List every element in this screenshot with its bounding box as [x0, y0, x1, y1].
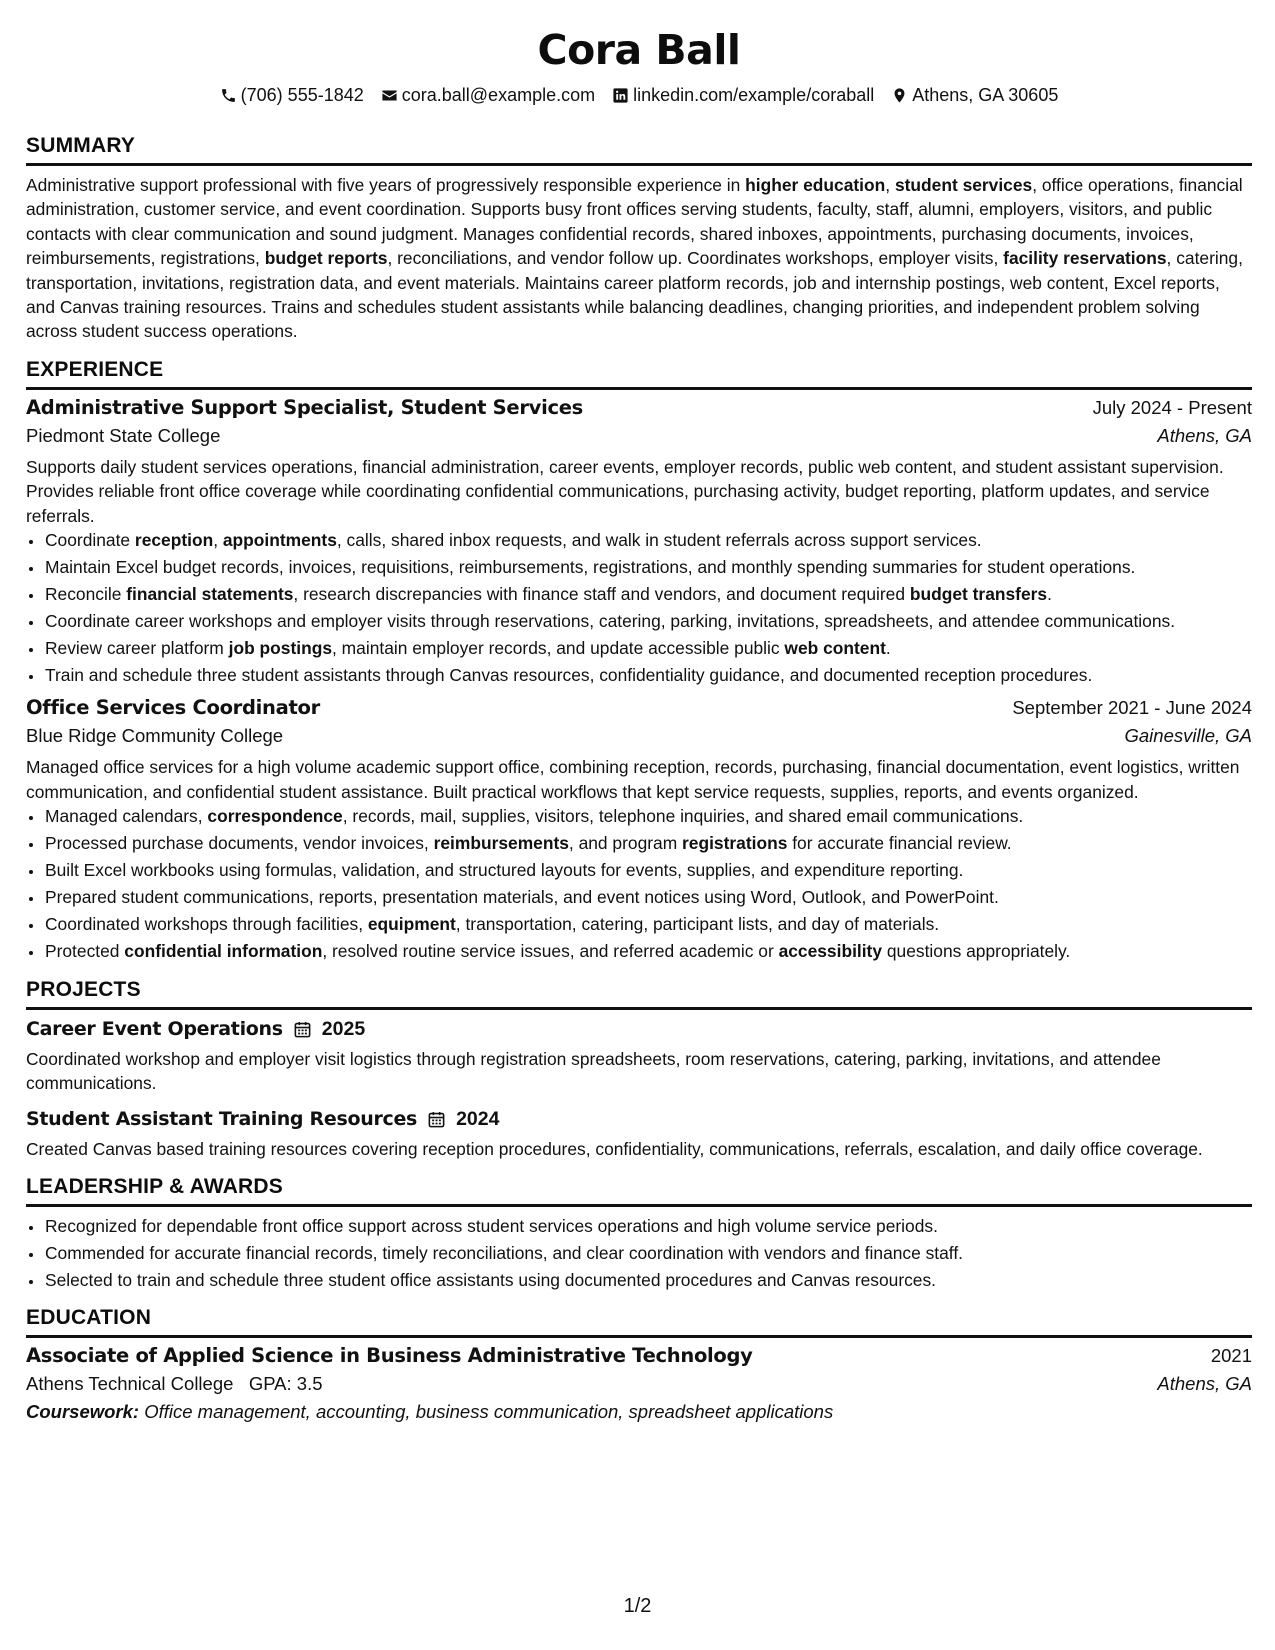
emphasis-text: accessibility: [778, 941, 883, 962]
resume-page: [26, 0, 1252, 1423]
list-item: [44, 528, 1252, 552]
emphasis-text: financial statements: [126, 584, 294, 605]
project-header: [26, 1018, 1252, 1041]
text-run: ,: [885, 175, 895, 195]
emphasis-text: reimbursements: [433, 833, 569, 854]
text-run: Coordinated workshops through facilities,: [45, 914, 368, 935]
summary-text: [26, 173, 1252, 344]
leadership-section: [26, 1174, 1252, 1292]
list-item: • Selected to train and schedule three student office assistants using documented procedures and Canvas resources.: [44, 1268, 1252, 1292]
emphasis-text: appointments: [222, 530, 337, 551]
text-run: .: [885, 638, 891, 659]
text-run: Protected: [45, 941, 125, 962]
text-run: Built Excel workbooks using formulas, validation, and structured layouts for events, supplies, and expenditure reporting.: [45, 860, 964, 881]
list-item: [44, 831, 1252, 855]
list-item: [44, 885, 1252, 909]
text-run: Coordinate: [45, 530, 135, 551]
list-item: [44, 582, 1252, 606]
job-bullets: [26, 804, 1252, 963]
text-run: Administrative support professional with five years of progressively responsible experience in: [26, 175, 746, 195]
job-entry: [26, 696, 1252, 963]
leadership-bullets: [26, 1214, 1252, 1292]
linkedin-link[interactable]: linkedin.com/example/coraball: [633, 85, 875, 105]
project-year: 2025: [321, 1017, 366, 1040]
section-title-education: EDUCATION: [26, 1305, 1252, 1338]
job-subheader: [26, 425, 1252, 447]
list-item: [44, 804, 1252, 828]
school-location: Athens, GA: [1157, 1373, 1252, 1395]
emphasis-text: confidential information: [124, 941, 323, 962]
envelope-icon: [381, 87, 398, 104]
education-subheader: [26, 1373, 1252, 1395]
emphasis-text: student services: [894, 175, 1033, 195]
school-line: [26, 1373, 323, 1395]
text-run: Train and schedule three student assistants through Canvas resources, confidentiality guidance, and documented reception procedures.: [45, 665, 1093, 686]
gpa: GPA: 3.5: [248, 1373, 323, 1395]
list-item: • Commended for accurate financial records, timely reconciliations, and clear coordination with vendors and finance staff.: [44, 1241, 1252, 1265]
calendar-icon: [427, 1110, 446, 1129]
coursework: [26, 1401, 1252, 1423]
job-title: Administrative Support Specialist, Student Services: [26, 395, 583, 419]
job-description: Managed office services for a high volume academic support office, combining reception, records, purchasing, financial documentation, event logistics, written communication, and confidential student assistance. Built practical workflows that kept service requests, supplies, reports, and events organized.: [26, 757, 1240, 802]
emphasis-text: registrations: [682, 833, 788, 854]
section-title-experience: EXPERIENCE: [26, 357, 1252, 390]
location-text: Athens, GA 30605: [912, 85, 1059, 105]
calendar-icon: [293, 1020, 312, 1039]
project-header: [26, 1108, 1252, 1131]
text-run: Coordinate career workshops and employer visits through reservations, catering, parking, invitations, spreadsheets, and attendee communications.: [45, 611, 1176, 632]
email-link[interactable]: cora.ball@example.com: [401, 85, 596, 105]
text-run: , research discrepancies with finance staff and vendors, and document required: [293, 584, 910, 605]
list-item: [44, 636, 1252, 660]
text-run: questions appropriately.: [882, 941, 1071, 962]
job-organization: Piedmont State College: [26, 424, 221, 446]
project-title: Career Event Operations: [26, 1018, 283, 1041]
text-run: , calls, shared inbox requests, and walk in student referrals across support services.: [336, 530, 982, 551]
text-run: , office operations, financial administration, customer service, and event coordination. Supports busy front offices serving students, faculty, staff, alumni, employers, visitors, and public contacts with clear communication and sound judgment. Manages confidential records, shared inboxes, appointments, purchasing documents, invoices, reimbursements, registrations,: [26, 175, 1243, 269]
project-year: 2024: [456, 1107, 500, 1130]
job-location: Athens, GA: [1157, 424, 1252, 446]
phone-icon: [220, 87, 237, 104]
job-subheader: [26, 725, 1252, 747]
text-run: for accurate financial review.: [787, 833, 1012, 854]
project-title: Student Assistant Training Resources: [26, 1108, 418, 1130]
text-run: , maintain employer records, and update accessible public: [332, 638, 785, 659]
phone-text: (706) 555-1842: [240, 85, 364, 105]
candidate-name: Cora Ball: [537, 26, 741, 74]
contact-linkedin[interactable]: [612, 84, 874, 106]
emphasis-text: facility reservations: [1003, 248, 1167, 269]
contact-email[interactable]: [381, 84, 595, 106]
page-number: 1/2: [623, 1595, 652, 1617]
list-item: [44, 912, 1252, 936]
text-run: Managed calendars,: [45, 806, 208, 827]
emphasis-text: correspondence: [207, 806, 343, 827]
emphasis-text: higher education: [745, 175, 886, 195]
job-dates: July 2024 - Present: [1092, 396, 1252, 418]
contact-phone: [220, 84, 364, 106]
text-run: , reconciliations, and vendor follow up. Coordinates workshops, employer visits,: [387, 248, 1004, 269]
emphasis-text: web content: [784, 638, 886, 659]
summary-section: [26, 133, 1252, 344]
section-title-summary: SUMMARY: [26, 133, 1252, 166]
job-header: [26, 396, 1252, 419]
project-entry: [26, 1108, 1252, 1161]
project-description: Coordinated workshop and employer visit logistics through registration spreadsheets, room reservations, catering, parking, invitations, and attendee communications.: [26, 1048, 1161, 1094]
section-title-projects: PROJECTS: [26, 977, 1252, 1010]
emphasis-text: equipment: [367, 914, 456, 935]
list-item: [44, 858, 1252, 882]
emphasis-text: budget reports: [264, 248, 388, 269]
section-title-leadership: LEADERSHIP & AWARDS: [26, 1174, 1252, 1207]
text-run: , catering, transportation, invitations, registration data, and event materials. Maintains career platform records, job and internship postings, web content, Excel reports, and Canvas training resources. Trains and schedules student assistants while balancing deadlines, changing priorities, and independent problem solving across student success operations.: [26, 248, 1243, 342]
project-description: Created Canvas based training resources covering reception procedures, confidentiality, communications, referrals, escalation, and daily office coverage.: [26, 1138, 1203, 1159]
linkedin-icon: [612, 87, 629, 104]
school-name: Athens Technical College: [26, 1373, 234, 1395]
list-item: [44, 609, 1252, 633]
contact-bar: [26, 84, 1252, 106]
degree-title: Associate of Applied Science in Business Administrative Technology: [26, 1344, 753, 1368]
text-run: , resolved routine service issues, and referred academic or: [322, 941, 779, 962]
projects-section: [26, 977, 1252, 1161]
education-section: [26, 1305, 1252, 1423]
job-title: Office Services Coordinator: [26, 696, 320, 720]
text-run: , and program: [568, 833, 683, 854]
text-run: Prepared student communications, reports, presentation materials, and event notices using Word, Outlook, and PowerPoint.: [45, 887, 999, 908]
job-organization: Blue Ridge Community College: [26, 725, 284, 747]
job-description: Supports daily student services operations, financial administration, career events, employer records, public web content, and student assistant supervision. Provides reliable front office coverage while coordinating confidential communications, purchasing activity, budget reporting, platform updates, and service referrals.: [26, 456, 1224, 526]
map-pin-icon: [891, 87, 908, 104]
coursework-text: Office management, accounting, business communication, spreadsheet applications: [144, 1401, 834, 1423]
job-bullets: [26, 528, 1252, 687]
emphasis-text: reception: [134, 530, 214, 551]
text-run: Review career platform: [45, 638, 229, 659]
text-run: , records, mail, supplies, visitors, telephone inquiries, and shared email communications.: [342, 806, 1024, 827]
list-item: [44, 663, 1252, 687]
text-run: Processed purchase documents, vendor invoices,: [45, 833, 434, 854]
emphasis-text: job postings: [228, 638, 333, 659]
text-run: .: [1047, 584, 1052, 605]
emphasis-text: budget transfers: [909, 584, 1048, 605]
graduation-year: 2021: [1210, 1345, 1252, 1367]
job-entry: [26, 396, 1252, 688]
job-dates: September 2021 - June 2024: [1012, 697, 1252, 719]
job-header: [26, 696, 1252, 719]
job-location: Gainesville, GA: [1124, 725, 1252, 747]
text-run: Reconcile: [45, 584, 127, 605]
coursework-label: Coursework:: [26, 1401, 140, 1423]
list-item: [44, 939, 1252, 963]
education-header: [26, 1344, 1252, 1367]
text-run: Maintain Excel budget records, invoices, requisitions, reimbursements, registrations, and monthly spending summaries for student operations.: [45, 557, 1136, 578]
project-entry: [26, 1018, 1252, 1096]
text-run: , transportation, catering, participant lists, and day of materials.: [455, 914, 940, 935]
text-run: ,: [213, 530, 223, 551]
list-item: • Recognized for dependable front office support across student services operations and high volume service periods.: [44, 1214, 1252, 1238]
experience-section: [26, 357, 1252, 964]
list-item: [44, 555, 1252, 579]
contact-location: [891, 84, 1058, 106]
